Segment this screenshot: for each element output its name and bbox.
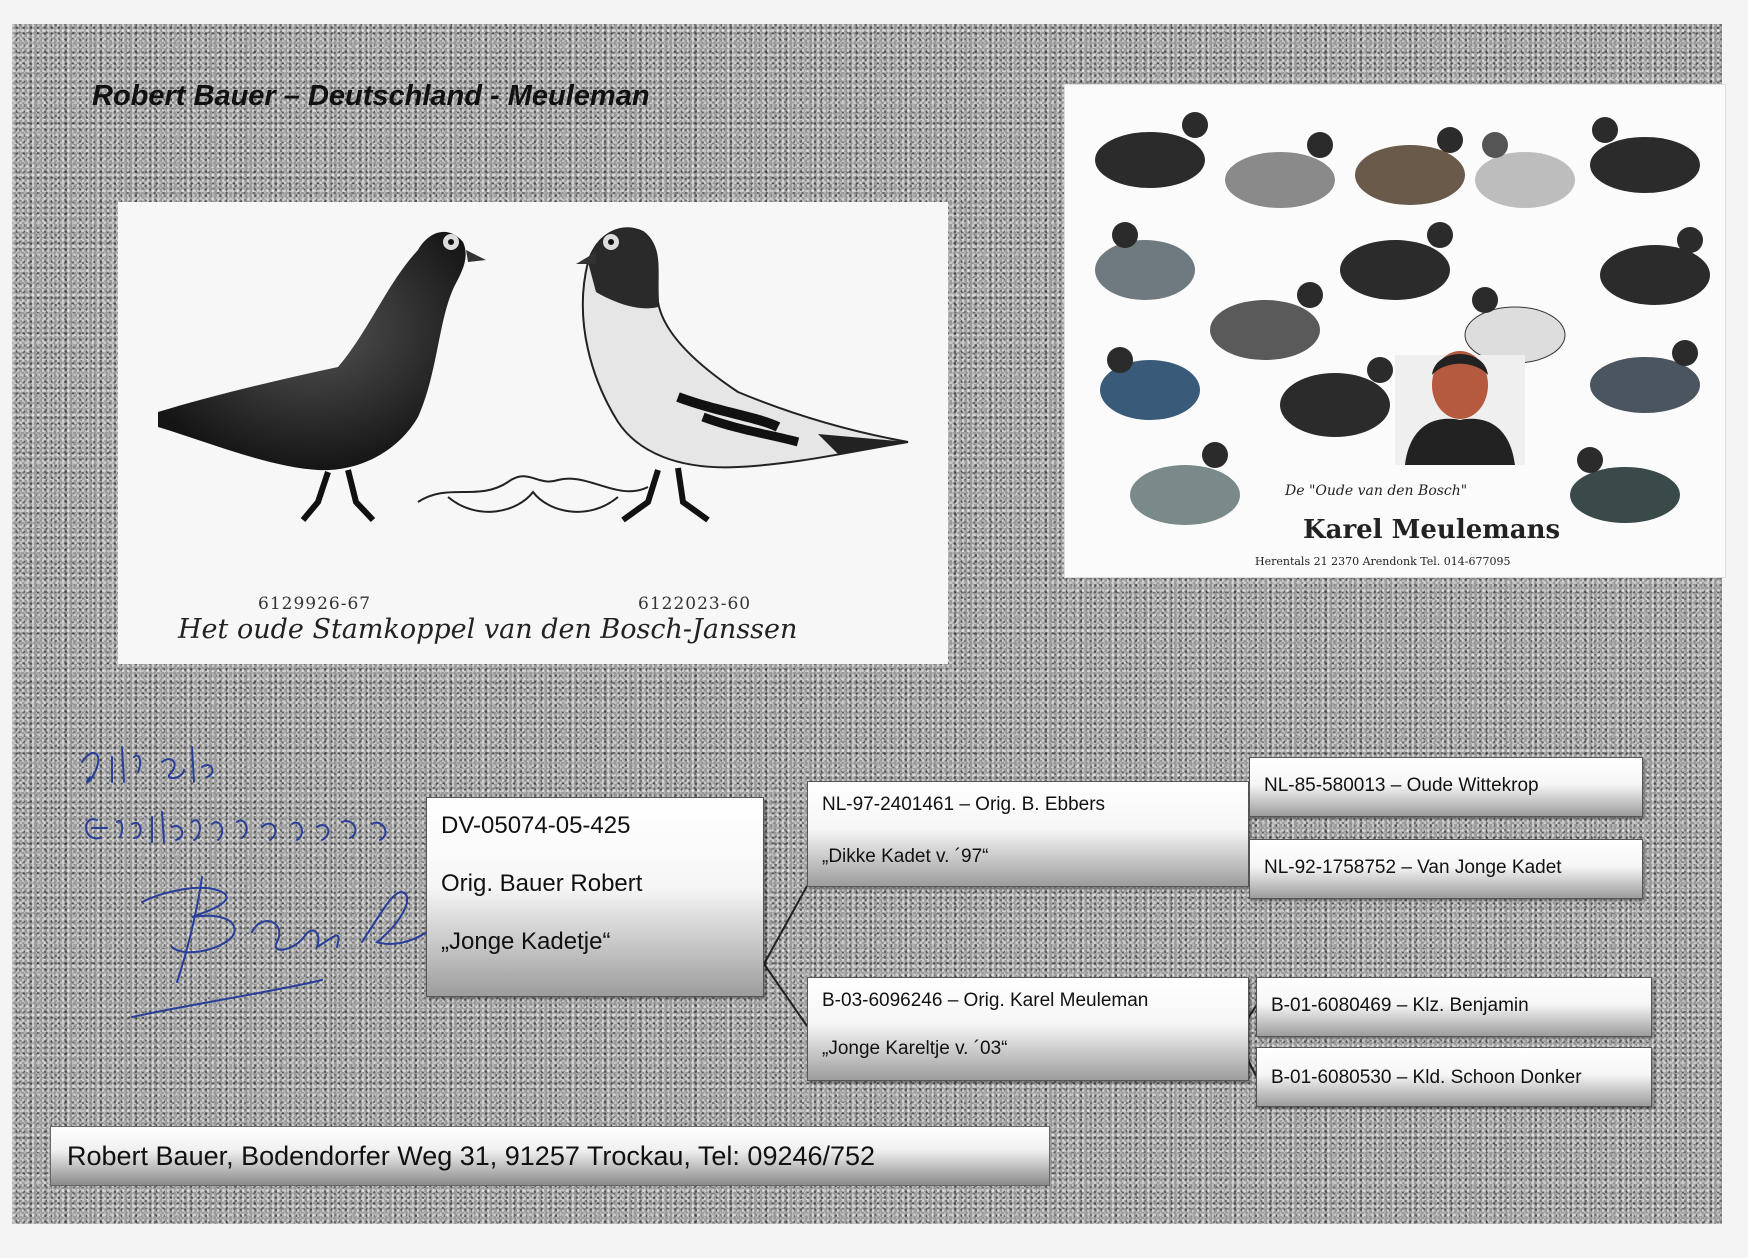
meulemans-poster [1064,84,1726,578]
pigeon-collection-illustration [1065,85,1725,577]
sire-sire-text: NL-85-580013 – Oude Wittekrop [1264,775,1539,796]
page-title: Robert Bauer – Deutschland - Meuleman [92,80,650,112]
pedigree-sire-dam-box [1249,839,1643,899]
pedigree-dam-sire-box [1256,977,1652,1037]
handwritten-signature [72,742,452,1042]
pedigree-dam-dam-box [1256,1047,1652,1107]
poster-address: Herentals 21 2370 Arendonk Tel. 014-677095 [1255,555,1511,568]
dam-sire-text: B-01-6080469 – Klz. Benjamin [1271,995,1529,1016]
poster-breeder-name: Karel Meulemans [1303,515,1561,545]
stamkoppel-photo [118,202,948,664]
document-sheet [12,24,1722,1224]
pedigree-sire-sire-box [1249,757,1643,817]
subject-origin: Orig. Bauer Robert [441,870,643,897]
pedigree-subject-box [426,797,764,997]
pedigree-sire-box [807,781,1249,887]
sire-dam-text: NL-92-1758752 – Van Jonge Kadet [1264,857,1562,878]
footer-address-bar [50,1126,1050,1186]
sire-ring: NL-97-2401461 – Orig. B. Ebbers [822,794,1106,815]
ring-number-right: 6122023-60 [638,594,752,614]
pedigree-dam-box [807,977,1249,1081]
subject-ring: DV-05074-05-425 [441,812,631,839]
photo-caption: Het oude Stamkoppel van den Bosch-Janssen [178,614,798,645]
pigeon-pair-illustration [118,202,948,664]
ring-number-left: 6129926-67 [258,594,372,614]
dam-ring: B-03-6096246 – Orig. Karel Meuleman [822,990,1149,1011]
poster-subtitle: De "Oude van den Bosch" [1285,483,1468,499]
sire-name: „Dikke Kadet v. ´97“ [822,846,989,867]
dam-dam-text: B-01-6080530 – Kld. Schoon Donker [1271,1067,1582,1088]
subject-name: „Jonge Kadetje“ [441,928,611,955]
dam-name: „Jonge Kareltje v. ´03“ [822,1038,1008,1059]
footer-address: Robert Bauer, Bodendorfer Weg 31, 91257 Trockau, Tel: 09246/752 [67,1141,876,1171]
